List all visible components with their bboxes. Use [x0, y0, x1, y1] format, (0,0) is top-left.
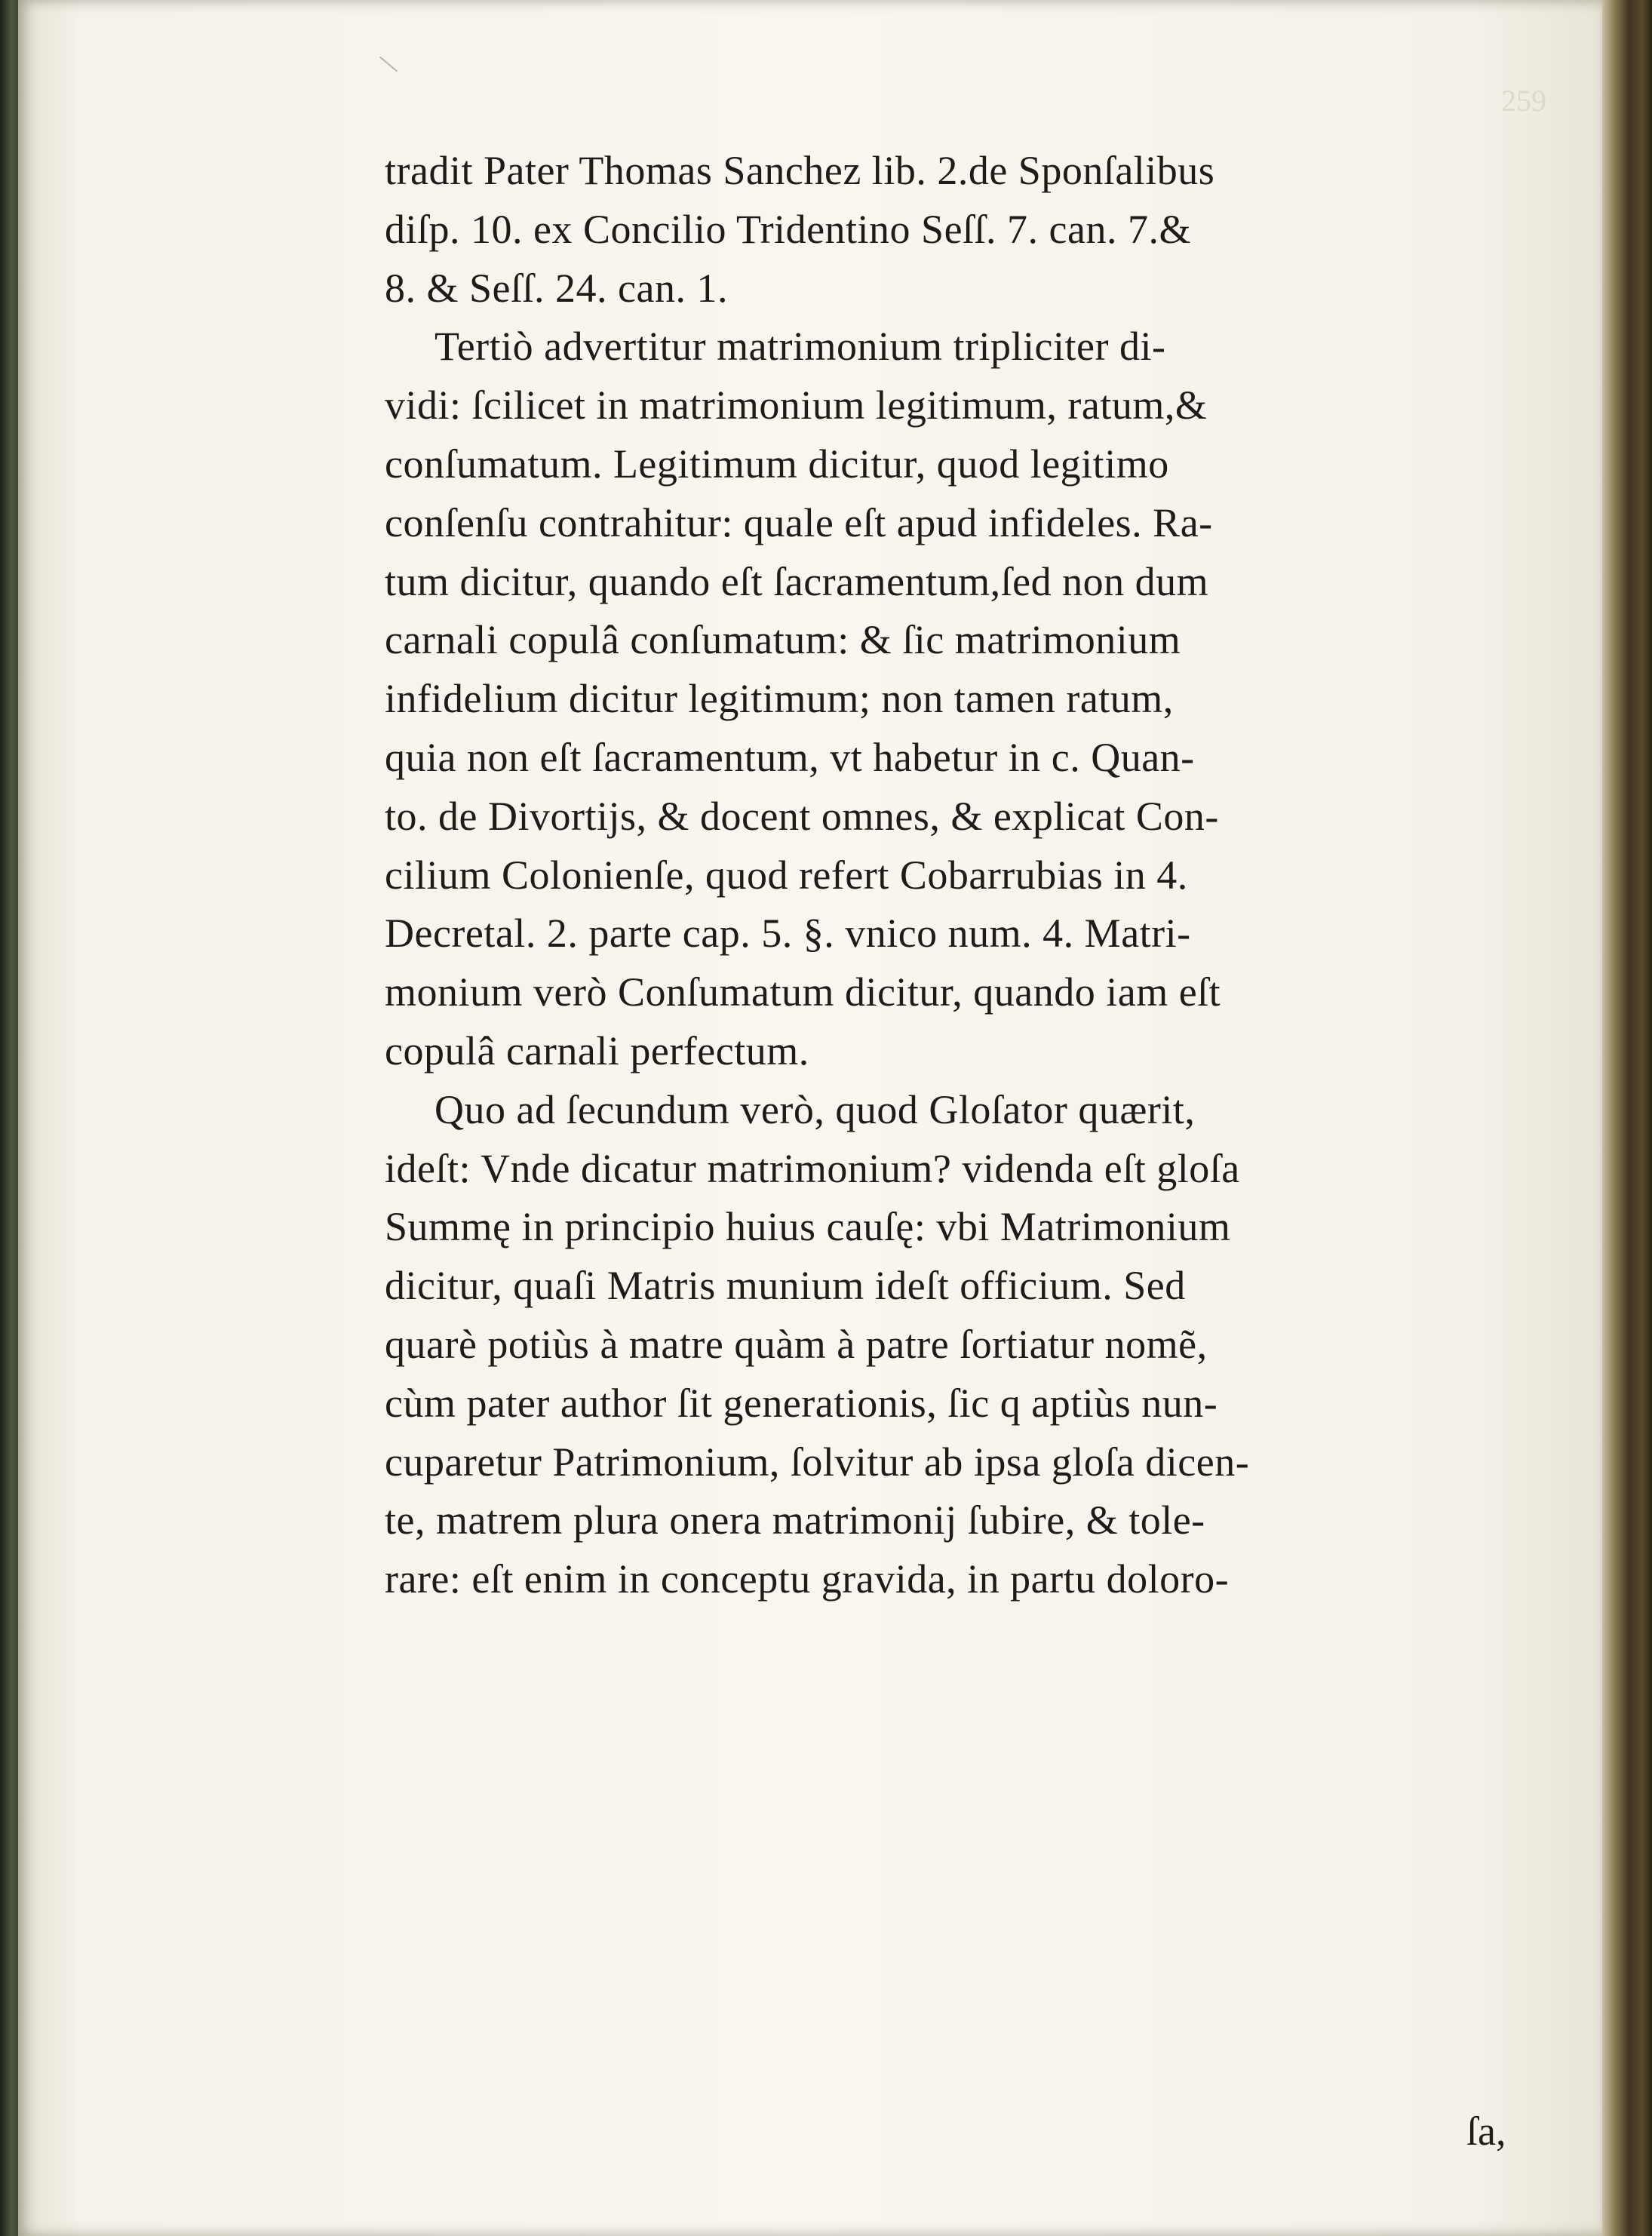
text-line: te, matrem plura onera matrimonij ſubire, & tole- — [385, 1497, 1205, 1543]
text-line: dicitur, quaſi Matris munium ideſt officium. Sed — [385, 1263, 1186, 1309]
text-line: to. de Divortijs, & docent omnes, & explicat Con- — [385, 793, 1219, 839]
text-line: ideſt: Vnde dicatur matrimonium? videnda eſt gloſa — [385, 1145, 1240, 1191]
text-line: Tertiò advertitur matrimonium tripliciter di- — [434, 324, 1166, 370]
text-line: monium verò Conſumatum dicitur, quando iam eſt — [385, 969, 1221, 1015]
catchword: ſa, — [1466, 2109, 1506, 2154]
text-line: Decretal. 2. parte cap. 5. §. vnico num. 4. Matri- — [385, 911, 1191, 957]
text-line: carnali copulâ conſumatum: & ſic matrimonium — [385, 617, 1181, 663]
text-line: diſp. 10. ex Concilio Tridentino Seſſ. 7. can. 7.& — [385, 206, 1191, 252]
text-line: 8. & Seſſ. 24. can. 1. — [385, 265, 728, 311]
text-line: conſumatum. Legitimum dicitur, quod legitimo — [385, 441, 1169, 487]
book-binding-right — [1602, 0, 1652, 2236]
text-line: rare: eſt enim in conceptu gravida, in partu doloro- — [385, 1556, 1230, 1602]
text-line: infidelium dicitur legitimum; non tamen ratum, — [385, 676, 1174, 722]
text-line: vidi: ſcilicet in matrimonium legitimum, ratum,& — [385, 382, 1208, 428]
text-line: cùm pater author ſit generationis, ſic q aptiùs nun- — [385, 1380, 1218, 1426]
text-line: Summę in principio huius cauſę: vbi Matrimonium — [385, 1204, 1231, 1250]
page-text-block — [385, 142, 1531, 1609]
text-line: quarè potiùs à matre quàm à patre ſortiatur nomẽ, — [385, 1321, 1208, 1367]
text-line: tum dicitur, quando eſt ſacramentum,ſed non dum — [385, 558, 1209, 604]
text-line: quia non eſt ſacramentum, vt habetur in c. Quan- — [385, 734, 1195, 780]
text-line: conſenſu contrahitur: quale eſt apud infideles. Ra- — [385, 499, 1213, 545]
text-line: copulâ carnali perfectum. — [385, 1027, 809, 1073]
text-line: tradit Pater Thomas Sanchez lib. 2.de Sponſalibus — [385, 148, 1215, 193]
ghost-page-number: 259 — [1501, 84, 1546, 118]
text-line: cilium Colonienſe, quod refert Cobarrubias in 4. — [385, 852, 1188, 898]
text-line: cuparetur Patrimonium, ſolvitur ab ipsa gloſa dicen- — [385, 1439, 1250, 1485]
text-line: Quo ad ſecundum verò, quod Gloſator quærit, — [434, 1086, 1196, 1132]
